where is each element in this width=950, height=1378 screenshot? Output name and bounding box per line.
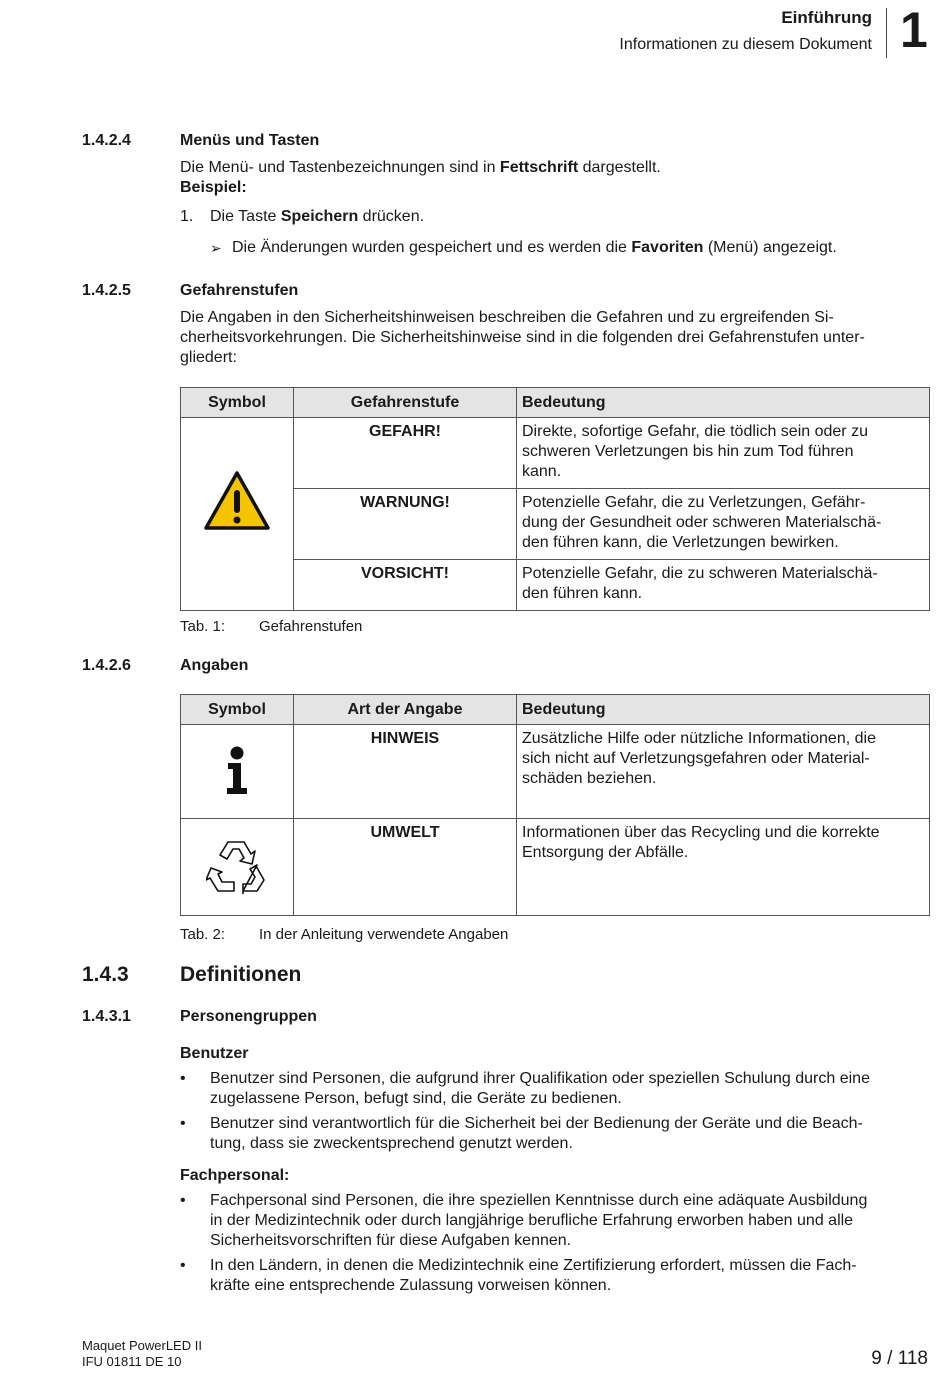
section-title-definitionen: Definitionen: [180, 963, 302, 986]
table-caption-text: Gefahrenstufen: [259, 618, 363, 635]
table-header: Symbol: [181, 388, 294, 418]
section-title-angaben: Angaben: [180, 657, 249, 674]
section-number-1426: 1.4.2.6: [82, 657, 131, 674]
info-symbol-cell: [181, 725, 294, 819]
hazard-levels-table: [180, 387, 930, 611]
table-header: Symbol: [181, 695, 294, 725]
bullet-icon: •: [180, 1192, 186, 1209]
example-label: Beispiel:: [180, 179, 247, 196]
bullet-icon: •: [180, 1070, 186, 1087]
section-title-personengruppen: Personengruppen: [180, 1008, 317, 1025]
section-title-menues: Menüs und Tasten: [180, 132, 320, 149]
recycling-symbol-cell: [181, 819, 294, 916]
hazard-meaning: Direkte, sofortige Gefahr, die tödlich sein oder zu schweren Verletzungen bis hin zum Tod führen kann.: [517, 418, 930, 489]
section-title-gefahrenstufen: Gefahrenstufen: [180, 282, 299, 299]
header-chapter: Einführung: [781, 8, 872, 27]
bullet-icon: •: [180, 1115, 186, 1132]
list-item: In den Ländern, in denen die Medizintechnik eine Zertifizierung erfordert, müssen die Fach- kräfte eine entsprechende Zulassung vorweisen können.: [210, 1257, 857, 1294]
step-number: 1.: [180, 208, 194, 225]
notice-kind: UMWELT: [294, 819, 517, 916]
paragraph-line: gliedert:: [180, 349, 237, 366]
warning-triangle-icon: [203, 470, 271, 532]
table-row: [181, 819, 930, 916]
list-item: Benutzer sind Personen, die aufgrund ihrer Qualifikation oder speziellen Schulung durch eine zugelassene Person, befugt sind, die Geräte zu bedienen.: [210, 1070, 870, 1107]
hazard-meaning: Potenzielle Gefahr, die zu schweren Materialschä- den führen kann.: [517, 560, 930, 611]
group-title-fachpersonal: Fachpersonal:: [180, 1167, 290, 1184]
recycling-icon: [206, 836, 268, 894]
table-row: [181, 725, 930, 819]
table-row: [181, 489, 930, 560]
footer-document-id: IFU 01811 DE 10: [82, 1354, 182, 1369]
table-caption-label: Tab. 1:: [180, 618, 226, 635]
table-row: [181, 560, 930, 611]
section-number-1425: 1.4.2.5: [82, 282, 131, 299]
notice-meaning: Informationen über das Recycling und die korrekte Entsorgung der Abfälle.: [517, 819, 930, 916]
table-header: Bedeutung: [517, 388, 930, 418]
section-number-1424: 1.4.2.4: [82, 132, 131, 149]
footer-product: Maquet PowerLED II: [82, 1338, 202, 1353]
table-header: Art der Angabe: [294, 695, 517, 725]
table-header: Bedeutung: [517, 695, 930, 725]
step-text: Die Taste Speichern drücken.: [210, 208, 425, 225]
notice-meaning: Zusätzliche Hilfe oder nützliche Informationen, die sich nicht auf Verletzungsgefahren oder Material- schäden beziehen.: [517, 725, 930, 819]
table-header: Gefahrenstufe: [294, 388, 517, 418]
hazard-level: GEFAHR!: [294, 418, 517, 489]
page-number: 9 / 118: [871, 1348, 928, 1369]
table-header-row: [181, 695, 930, 725]
section-number-143: 1.4.3: [82, 963, 129, 986]
table-caption-label: Tab. 2:: [180, 926, 226, 943]
warning-symbol-cell: [181, 418, 294, 611]
hazard-level: WARNUNG!: [294, 489, 517, 560]
header-section: Informationen zu diesem Dokument: [619, 36, 872, 53]
result-arrow-icon: ➢: [210, 240, 222, 256]
table-caption-text: In der Anleitung verwendete Angaben: [259, 926, 509, 943]
paragraph-line: Die Angaben in den Sicherheitshinweisen beschreiben die Gefahren und zu ergreifenden Si-: [180, 309, 834, 326]
header-divider: [886, 8, 887, 58]
list-item: Fachpersonal sind Personen, die ihre speziellen Kenntnisse durch eine adäquate Ausbildung in der Medizintechnik oder durch langjährige berufliche Erfahrung erworben haben und alle Sicherheitsvorschriften für diese Aufgaben kennen.: [210, 1192, 868, 1249]
chapter-number: 1: [900, 2, 928, 58]
result-text: Die Änderungen wurden gespeichert und es werden die Favoriten (Menü) angezeigt.: [232, 239, 837, 256]
paragraph-bold-convention: Die Menü- und Tastenbezeichnungen sind in Fettschrift dargestellt.: [180, 159, 661, 176]
list-item: Benutzer sind verantwortlich für die Sicherheit bei der Bedienung der Geräte und die Beach- tung, dass sie zweckentsprechend genutzt werden.: [210, 1115, 863, 1152]
group-title-benutzer: Benutzer: [180, 1045, 249, 1062]
hazard-level: VORSICHT!: [294, 560, 517, 611]
table-row: [181, 418, 930, 489]
notice-types-table: [180, 694, 930, 916]
notice-kind: HINWEIS: [294, 725, 517, 819]
section-number-1431: 1.4.3.1: [82, 1008, 131, 1025]
paragraph-line: cherheitsvorkehrungen. Die Sicherheitshinweise sind in die folgenden drei Gefahrenstufen unter-: [180, 329, 865, 346]
table-header-row: [181, 388, 930, 418]
bullet-icon: •: [180, 1257, 186, 1274]
info-icon: [222, 746, 252, 796]
hazard-meaning: Potenzielle Gefahr, die zu Verletzungen, Gefähr- dung der Gesundheit oder schweren Materialschä- den führen kann, die Verletzungen bewirken.: [517, 489, 930, 560]
